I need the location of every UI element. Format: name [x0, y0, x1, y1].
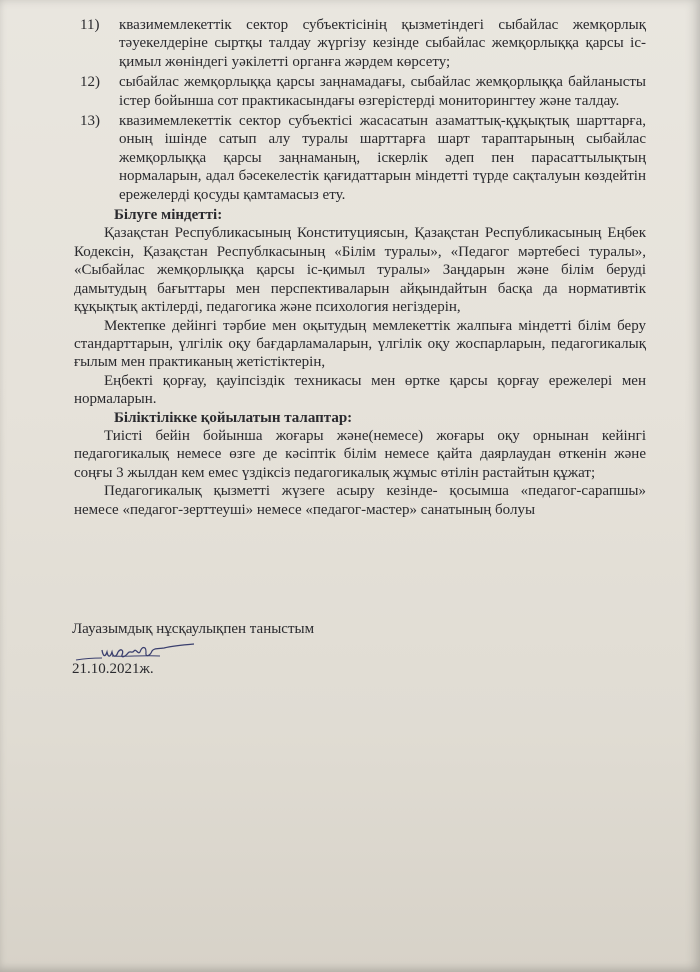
- list-item-number: 13): [80, 113, 100, 130]
- list-item-number: 12): [80, 74, 100, 91]
- acknowledgement-text: Лауазымдық нұсқаулықпен таныстым: [72, 621, 315, 637]
- knowledge-heading: Білуге міндетті:: [114, 207, 223, 224]
- acknowledgement-block: [72, 620, 472, 678]
- knowledge-paragraph: Қазақстан Республикасының Конституциясын, Қазақстан Республикасының Еңбек Кодексін, Қазақстан Республкасының «Білім туралы», «Педагог мәртебесі туралы», «Сыбайлас жемқорлыққа қарсы іс-қимыл туралы» Заңдарын және білім беруді дамытудың бағыттары мен перспективаларын айқындайтын басқа да нормативтік құқықтық актілерді, педагогика және психология негіздерін,: [74, 225, 646, 316]
- list-item-text: сыбайлас жемқорлыққа қарсы заңнамадағы, сыбайлас жемқорлыққа байланысты істер бойынша сот практикасындағы өзгерістерді мониторингтеу және талдау.: [119, 74, 646, 109]
- document-body: [74, 16, 646, 519]
- list-item: [74, 16, 646, 71]
- list-item-text: квазимемлекеттік сектор субъектісінің қызметіндегі сыбайлас жемқорлық тәуекелдеріне сыртқы талдау жүргізу кезінде сыбайлас жемқорлыққа қарсы іс-қимыл жөніндегі уәкілетті органға жәрдем көрсету;: [119, 17, 646, 70]
- qualification-paragraph: Педагогикалық қызметті жүзеге асыру кезінде- қосымша «педагог-сарапшы» немесе «педагог-зерттеуші» немесе «педагог-мастер» санатының болуы: [74, 483, 646, 518]
- list-item: [74, 112, 646, 204]
- list-item-number: 11): [80, 17, 100, 33]
- list-item-text: квазимемлекеттік сектор субъектісі жасасатын азаматтық-құқықтық шарттарға, оның ішінде сатып алу туралы шарттарға шарт тараптарының сыбайлас жемқорлыққа қарсы заңнаманың, іскерлік әдеп пен парасаттылықтың нормаларын, адал бәсекелестік қағидаттарын міндетті түрде сақталуын көздейтін ережелерді қосуды қамтамасыз ету.: [119, 113, 646, 203]
- acknowledgement-date: 21.10.2021ж.: [72, 661, 154, 677]
- qualification-heading: Біліктілікке қойылатын талаптар:: [114, 409, 353, 426]
- handwritten-signature: [72, 640, 472, 662]
- qualification-paragraph: Тиісті бейін бойынша жоғары және(немесе) жоғары оқу орнынан кейінгі педагогикалық немесе өзге де кәсіптік білім немесе қайта даярлаудан өткенін және соңғы 3 жылдан кем емес үздіксіз педагогикалық жұмыс өтілін растайтын құжат;: [74, 427, 646, 481]
- list-item: [74, 73, 646, 110]
- knowledge-paragraph: Еңбекті қорғау, қауіпсіздік техникасы мен өртке қарсы қорғау ережелері мен нормаларын.: [74, 372, 646, 408]
- knowledge-paragraph: Мектепке дейінгі тәрбие мен оқытудың мемлекеттік жалпыға міндетті білім беру стандарттарын, үлгілік оқу бағдарламаларын, үлгілік оқу жоспарларын, педагогикалық ғылым мен практиканың жетістіктерін,: [74, 317, 646, 371]
- duties-list: [74, 16, 646, 204]
